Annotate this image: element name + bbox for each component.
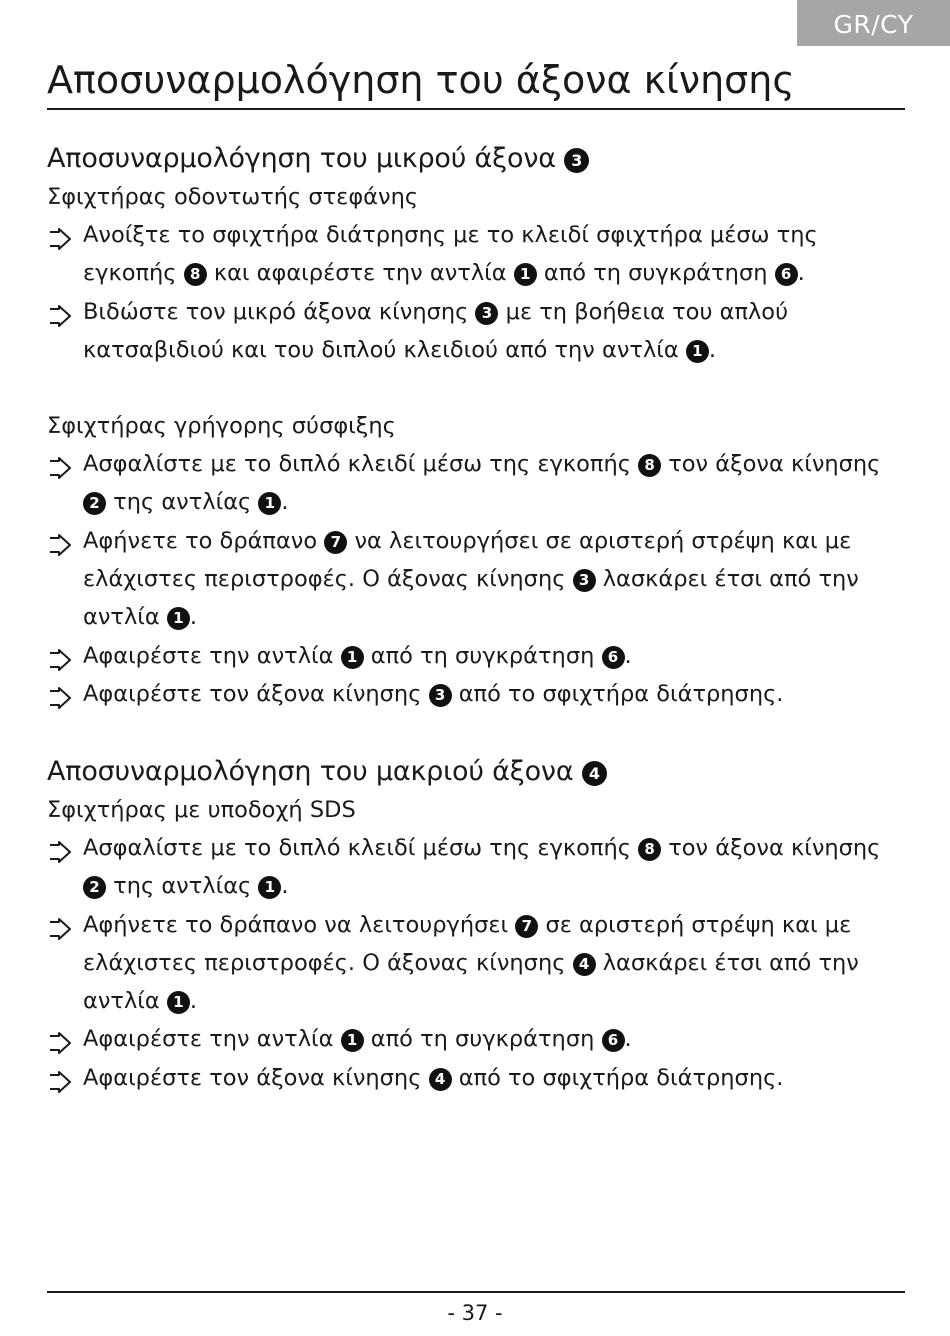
step-text: λασκάρει έτσι από την αντλία: [83, 949, 859, 1015]
step-text: από το σφιχτήρα διάτρησης.: [451, 680, 784, 707]
step-text: .: [189, 604, 198, 631]
step-text: τον άξονα κίνησης: [661, 451, 881, 478]
step-text: με τη βοήθεια του απλού κατσαβιδιού και του διπλού κλειδιού από την αντλία: [83, 298, 789, 363]
step-text: .: [797, 260, 805, 287]
section-heading-text: Αποσυναρμολόγηση του μικρού άξονα: [47, 143, 556, 174]
reference-number-badge: 1: [686, 340, 709, 363]
step-text: της αντλίας: [106, 489, 259, 516]
instruction-step: [47, 1020, 907, 1058]
arrow-right-icon: [47, 837, 73, 859]
reference-number-badge: 4: [573, 953, 596, 976]
group-spacer: [47, 369, 907, 407]
reference-number-badge: 3: [573, 569, 596, 592]
section-body: [47, 791, 907, 1097]
reference-number-badge: 1: [341, 1029, 364, 1052]
step-text: Αφήνετε το δράπανο: [83, 527, 325, 554]
step-text: Αφαιρέστε τον άξονα κίνησης: [83, 680, 429, 707]
step-text: .: [281, 873, 289, 900]
reference-number-badge: 4: [582, 761, 607, 786]
reference-number-badge: 7: [324, 531, 347, 554]
step-text: Αφαιρέστε την αντλία: [83, 1026, 341, 1053]
arrow-right-icon: [47, 683, 73, 705]
instruction-step: [47, 216, 907, 293]
instruction-step: [47, 675, 907, 713]
step-text: τον άξονα κίνησης: [661, 835, 881, 861]
reference-number-badge: 8: [638, 454, 661, 477]
arrow-right-icon: [47, 1028, 73, 1050]
reference-number-badge: 6: [775, 263, 798, 286]
instruction-step: [47, 293, 907, 370]
step-text: Αφαιρέστε τον άξονα κίνησης: [83, 1064, 429, 1091]
arrow-right-icon: [47, 1067, 73, 1089]
step-text: Βιδώστε τον μικρό άξονα κίνησης: [83, 298, 476, 325]
reference-number-badge: 1: [167, 607, 190, 630]
reference-number-badge: 1: [514, 263, 537, 286]
reference-number-badge: 3: [475, 302, 498, 325]
step-text: .: [624, 642, 632, 669]
reference-number-badge: 3: [429, 684, 452, 707]
step-text: .: [281, 489, 289, 516]
instruction-step: [47, 445, 907, 522]
step-text: από τη συγκράτηση: [536, 260, 775, 287]
step-text: Αφήνετε το δράπανο να λειτουργήσει: [83, 911, 516, 938]
language-tab: GR/CY: [797, 0, 950, 46]
reference-number-badge: 3: [564, 148, 589, 173]
reference-number-badge: 1: [258, 876, 281, 899]
instruction-step: [47, 829, 907, 906]
instruction-step: [47, 637, 907, 675]
reference-number-badge: 8: [184, 263, 207, 286]
step-text: σε αριστερή στρέψη και με ελάχιστες περιστροφές. Ο άξονας κίνησης: [83, 911, 852, 976]
reference-number-badge: 1: [167, 991, 190, 1014]
step-text: από τη συγκράτηση: [363, 1026, 602, 1053]
arrow-right-icon: [47, 645, 73, 667]
step-text: .: [708, 336, 717, 363]
arrow-right-icon: [47, 301, 73, 323]
reference-number-badge: 6: [602, 646, 625, 669]
subheading: Σφιχτήρας οδοντωτής στεφάνης: [47, 184, 419, 210]
arrow-right-icon: [47, 914, 73, 936]
section-heading: [47, 140, 907, 178]
step-text: Ασφαλίστε με το διπλό κλειδί μέσω της εγκοπής: [83, 835, 639, 861]
step-text: λασκάρει έτσι από την αντλία: [83, 566, 859, 631]
arrow-right-icon: [47, 453, 73, 475]
reference-number-badge: 2: [83, 492, 106, 515]
reference-number-badge: 7: [515, 915, 538, 938]
step-text: Ανοίξτε το σφιχτήρα διάτρησης με το κλειδί σφιχτήρα μέσω της εγκοπής: [83, 222, 818, 287]
reference-number-badge: 1: [258, 492, 281, 515]
step-text: Αφαιρέστε την αντλία: [83, 642, 341, 669]
step-text: να λειτουργήσει σε αριστερή στρέψη και με ελάχιστες περιστροφές. Ο άξονας κίνησης: [83, 527, 852, 593]
footer-divider: [47, 1291, 905, 1293]
section-body: [47, 178, 907, 713]
reference-number-badge: 2: [83, 876, 106, 899]
arrow-right-icon: [47, 224, 73, 246]
step-text: .: [624, 1026, 632, 1053]
section-short-axle: [47, 140, 907, 713]
page-title: Αποσυναρμολόγηση του άξονα κίνησης: [47, 56, 905, 110]
step-text: .: [189, 988, 198, 1015]
instruction-step: [47, 1059, 907, 1097]
page-number: - 37 -: [447, 1301, 503, 1325]
reference-number-badge: 6: [602, 1029, 625, 1052]
reference-number-badge: 8: [638, 838, 661, 861]
section-heading: [47, 753, 907, 791]
step-text: της αντλίας: [106, 873, 259, 900]
instruction-step: [47, 906, 907, 1021]
subheading: Σφιχτήρας με υποδοχή SDS: [47, 797, 356, 823]
section-heading-text: Αποσυναρμολόγηση του μακριού άξονα: [47, 756, 574, 787]
step-text: Ασφαλίστε με το διπλό κλειδί μέσω της εγκοπής: [83, 451, 639, 478]
subheading: Σφιχτήρας γρήγορης σύσφιξης: [47, 413, 396, 440]
reference-number-badge: 4: [429, 1068, 452, 1091]
step-text: από το σφιχτήρα διάτρησης.: [451, 1064, 784, 1091]
step-text: από τη συγκράτηση: [363, 642, 602, 669]
reference-number-badge: 1: [341, 646, 364, 669]
step-text: και αφαιρέστε την αντλία: [206, 260, 514, 287]
arrow-right-icon: [47, 530, 73, 552]
section-long-axle: [47, 753, 907, 1097]
instruction-step: [47, 522, 907, 637]
